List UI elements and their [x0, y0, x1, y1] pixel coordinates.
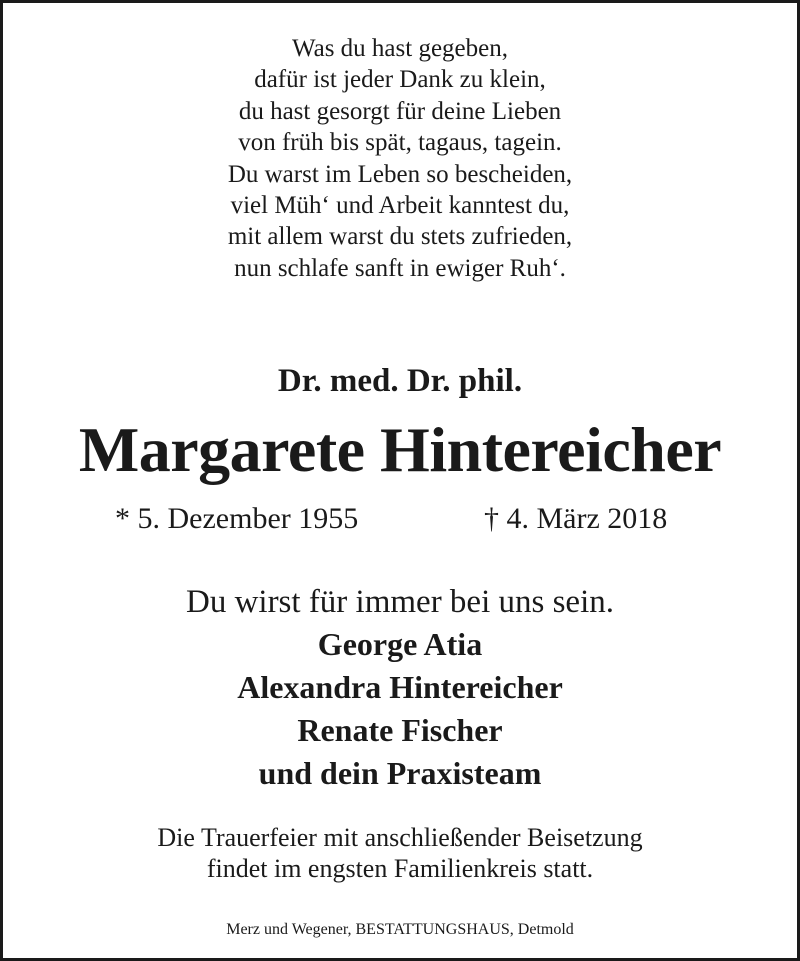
life-dates: [3, 500, 797, 538]
poem-line: nun schlafe sanft in ewiger Ruh‘.: [234, 254, 566, 282]
poem-line: du hast gesorgt für deine Lieben: [238, 97, 562, 125]
poem-line: Was du hast gegeben,: [292, 35, 508, 62]
poem-line: von früh bis spät, tagaus, tagein.: [238, 129, 562, 157]
service-line: Die Trauerfeier mit anschließender Beisetzung: [157, 823, 643, 852]
mourners-list: [3, 623, 797, 795]
mourner-name: Renate Fischer: [297, 712, 503, 748]
death-date: † 4. März 2018: [484, 502, 668, 535]
farewell-message: Du wirst für immer bei uns sein.: [185, 584, 615, 620]
deceased-name: Margarete Hintereicher: [78, 414, 722, 485]
memorial-poem: [3, 33, 797, 284]
deceased-academic-titles: Dr. med. Dr. phil.: [277, 363, 523, 399]
mourner-name: Alexandra Hintereicher: [237, 669, 563, 705]
poem-line: Du warst im Leben so bescheiden,: [227, 160, 573, 188]
poem-line: mit allem warst du stets zufrieden,: [227, 223, 573, 251]
birth-date: * 5. Dezember 1955: [115, 502, 359, 535]
funeral-service-info: [3, 822, 797, 884]
poem-line: viel Müh‘ und Arbeit kanntest du,: [230, 192, 570, 220]
mourner-name: George Atia: [317, 626, 483, 662]
poem-line: dafür ist jeder Dank zu klein,: [254, 66, 546, 94]
funeral-home-credit: Merz und Wegener, BESTATTUNGSHAUS, Detmold: [226, 921, 574, 938]
service-line: findet im engsten Familienkreis statt.: [206, 854, 594, 883]
mourner-name: und dein Praxisteam: [258, 755, 542, 791]
